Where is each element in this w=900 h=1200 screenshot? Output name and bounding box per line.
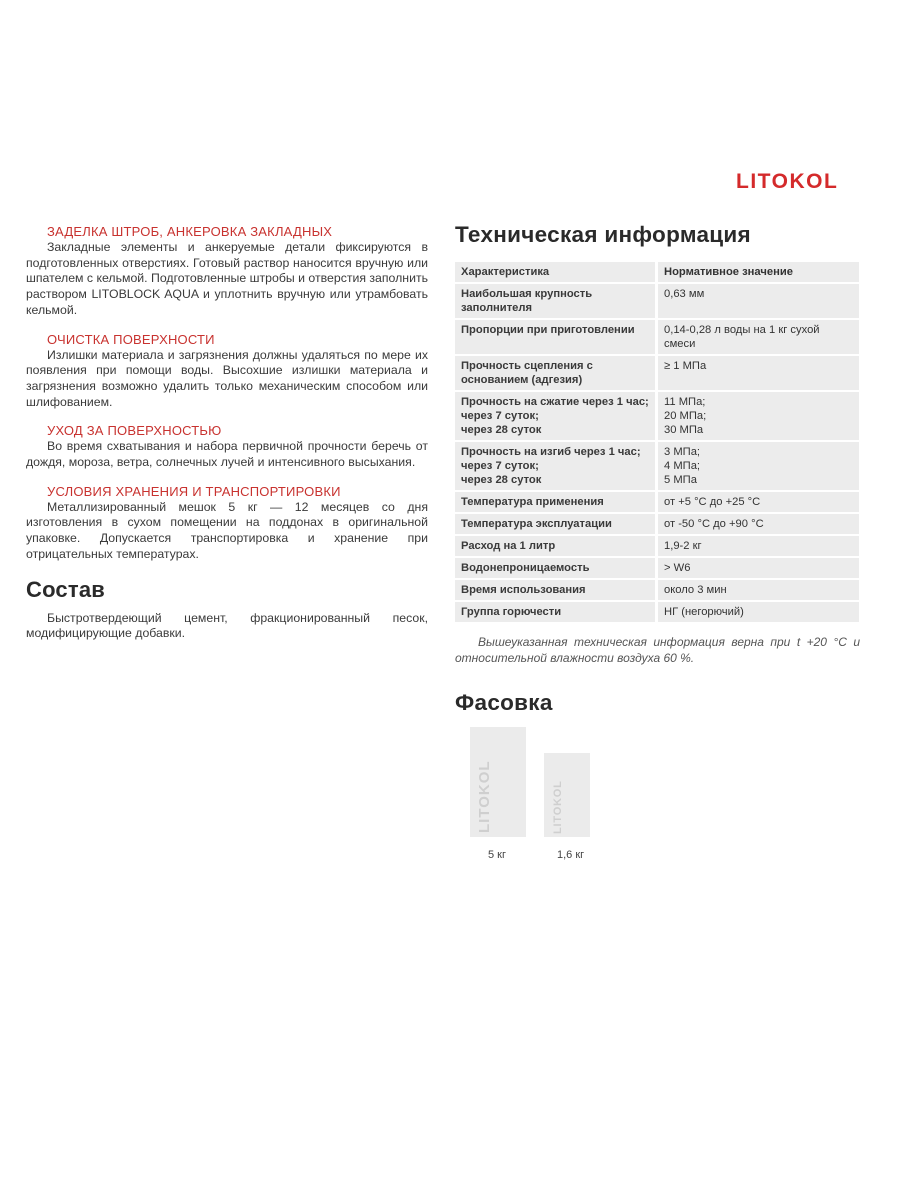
row-value-cell: 0,14-0,28 л воды на 1 кг сухой смеси [655,320,859,354]
row-name-cell: Температура применения [455,492,655,512]
table-header-row [455,262,859,282]
bag-5kg-label: 5 кг [488,849,506,861]
section-text: Излишки материала и загрязнения должны удаляться по мере их появления при помощи воды. Высохшие излишки материала и загрязнения возможно удалить только механическим способом или шлифованием. [26,347,428,409]
row-name-cell: Время использования [455,580,655,600]
section-text: Металлизированный мешок 5 кг — 12 месяцев со дня изготовления в сухом помещении на поддонах в оригинальной упаковке. Допускается транспортировка и хранение при отрицательных температурах. [26,499,428,561]
row-value-cell: 1,9-2 кг [655,536,859,556]
tech-info-title: Техническая информация [455,222,751,247]
section-title: УСЛОВИЯ ХРАНЕНИЯ И ТРАНСПОРТИРОВКИ [47,483,341,499]
section-title: УХОД ЗА ПОВЕРХНОСТЬЮ [47,423,222,439]
row-name-cell: Группа горючести [455,602,655,622]
row-value-cell: 3 МПа; 4 МПа; 5 МПа [655,442,859,490]
row-value-cell: 0,63 мм [655,284,859,318]
table-row [455,320,859,354]
table-row [455,392,859,440]
section-text: Во время схватывания и набора первичной прочности беречь от дождя, мороза, ветра, солнечных лучей и интенсивного высыхания. [26,439,428,470]
table-row [455,558,859,578]
row-value-cell: от -50 °С до +90 °С [655,514,859,534]
packaging-title: Фасовка [455,690,553,715]
row-value-cell: около 3 мин [655,580,859,600]
section-embedding [26,224,428,319]
row-value-cell: ≥ 1 МПа [655,356,859,390]
right-column [455,222,860,716]
section-title: ОЧИСТКА ПОВЕРХНОСТИ [47,331,215,347]
table-row [455,580,859,600]
table-row [455,442,859,490]
row-name-cell: Водонепроницаемость [455,558,655,578]
row-name-cell: Температура эксплуатации [455,514,655,534]
tech-note: Вышеуказанная техническая информация верна при t +20 °С и относительной влажности воздуха 60 %. [455,635,860,665]
row-value-cell: от +5 °С до +25 °С [655,492,859,512]
bag-1-6kg-image [544,753,590,837]
bag-brand-text: LITOKOL [552,780,564,834]
tech-table [455,260,859,624]
row-value-cell: 11 МПа; 20 МПа; 30 МПа [655,392,859,440]
row-value-cell: НГ (негорючий) [655,602,859,622]
composition-title: Состав [26,576,106,602]
composition-text: Быстротвердеющий цемент, фракционированный песок, модифицирующие добавки. [26,610,428,641]
bag-1-6kg-label: 1,6 кг [557,849,585,861]
row-name-cell: Расход на 1 литр [455,536,655,556]
section-care [26,423,428,470]
table-body [455,284,859,622]
table-row [455,284,859,318]
header-cell: Нормативное значение [655,262,859,282]
table-row [455,602,859,622]
row-name-cell: Пропорции при приготовлении [455,320,655,354]
table-row [455,536,859,556]
table-row [455,514,859,534]
header-cell: Характеристика [455,262,655,282]
section-title: ЗАДЕЛКА ШТРОБ, АНКЕРОВКА ЗАКЛАДНЫХ [47,224,333,239]
section-storage [26,484,428,563]
bag-brand-text: LITOKOL [476,760,493,833]
row-name-cell: Прочность на сжатие через 1 час; через 7 суток; через 28 суток [455,392,655,440]
section-cleaning [26,332,428,411]
left-column [26,224,428,642]
row-name-cell: Прочность на изгиб через 1 час; через 7 суток; через 28 суток [455,442,655,490]
row-value-cell: > W6 [655,558,859,578]
section-text: Закладные элементы и анкеруемые детали фиксируются в подготовленных отверстиях. Готовый раствор наносится вручную или шпателем с кельмой. Подготовленные штробы и отверстия заполнить раствором LITOBLOCK AQUA и уплотнить вручную или утрамбовать кельмой. [26,240,428,317]
bag-5kg-image [470,727,526,837]
table-row [455,492,859,512]
brand-logo: LITOKOL [736,170,839,193]
row-name-cell: Прочность сцепления с основанием (адгезия) [455,356,655,390]
row-name-cell: Наибольшая крупность заполнителя [455,284,655,318]
table-row [455,356,859,390]
